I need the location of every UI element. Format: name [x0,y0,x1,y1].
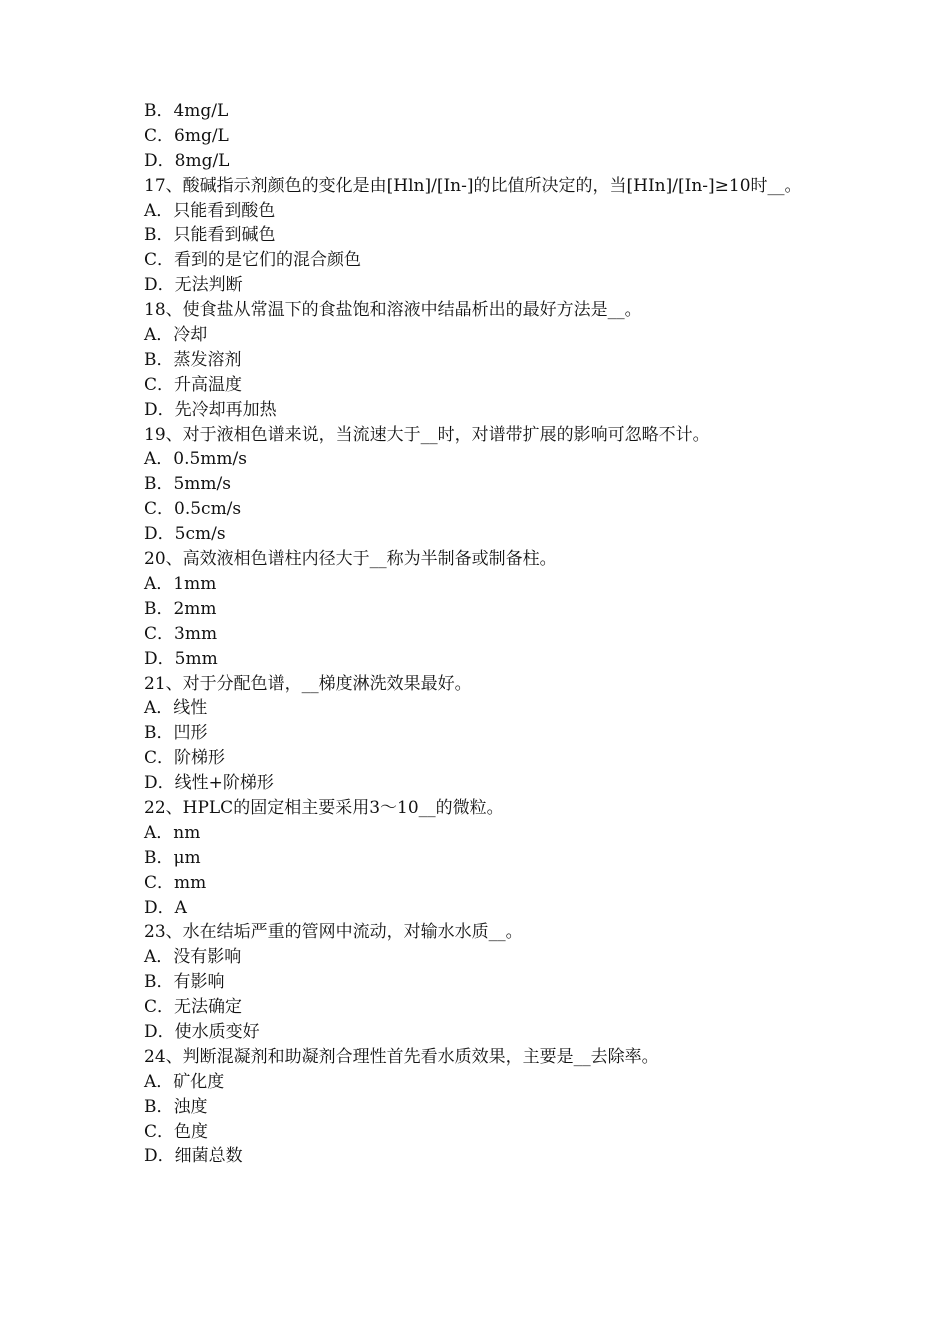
option-line: A．1mm [144,573,217,594]
document-body [144,99,824,1169]
option-line: A．nm [144,822,201,843]
option-line: A．只能看到酸色 [144,200,276,221]
option-line: D．使水质变好 [144,1021,260,1042]
option-line: C．0.5cm/s [144,499,242,520]
option-line: C．6mg/L [144,125,229,146]
question-20: 20、高效液相色谱柱内径大于__称为半制备或制备柱。 [144,549,557,570]
option-line: B．蒸发溶剂 [144,349,242,370]
option-line: B．2mm [144,598,217,619]
option-line: B．只能看到碱色 [144,225,276,246]
option-line: A．0.5mm/s [144,449,248,470]
question-23: 23、水在结垢严重的管网中流动，对输水水质__。 [144,922,523,943]
option-line: A．线性 [144,698,208,719]
option-line: B．有影响 [144,972,225,993]
question-21: 21、对于分配色谱，__梯度淋洗效果最好。 [144,673,472,694]
option-line: C．阶梯形 [144,748,226,769]
option-line: B．5mm/s [144,474,232,495]
option-line: A．矿化度 [144,1071,225,1092]
option-line: D．8mg/L [144,150,230,171]
option-line: B．浊度 [144,1096,208,1117]
question-22: 22、HPLC的固定相主要采用3～10__的微粒。 [144,797,504,818]
option-line: D．5cm/s [144,524,226,545]
option-line: C．升高温度 [144,374,243,395]
question-19: 19、对于液相色谱来说，当流速大于__时，对谱带扩展的影响可忽略不计。 [144,424,710,445]
option-line: D．无法判断 [144,275,243,296]
option-line: D．线性+阶梯形 [144,773,274,794]
option-line: D．5mm [144,648,218,669]
option-line: A．冷却 [144,325,208,346]
option-line: C．3mm [144,623,218,644]
option-line: B．μm [144,847,201,868]
question-17: 17、酸碱指示剂颜色的变化是由[Hln]/[In-]的比值所决定的，当[HIn]/[In-]≥10时__。 [144,175,802,196]
option-line: C．看到的是它们的混合颜色 [144,250,362,271]
question-18: 18、使食盐从常温下的食盐饱和溶液中结晶析出的最好方法是__。 [144,300,642,321]
option-line: B．凹形 [144,723,208,744]
option-line: D．先冷却再加热 [144,399,277,420]
option-line: A．没有影响 [144,947,242,968]
option-line: D．A [144,897,187,918]
option-line: C．无法确定 [144,997,243,1018]
option-line: C．mm [144,872,207,893]
option-line: D．细菌总数 [144,1146,243,1167]
option-line: C．色度 [144,1121,209,1142]
question-24: 24、判断混凝剂和助凝剂合理性首先看水质效果，主要是__去除率。 [144,1046,659,1067]
option-line: B．4mg/L [144,101,229,121]
